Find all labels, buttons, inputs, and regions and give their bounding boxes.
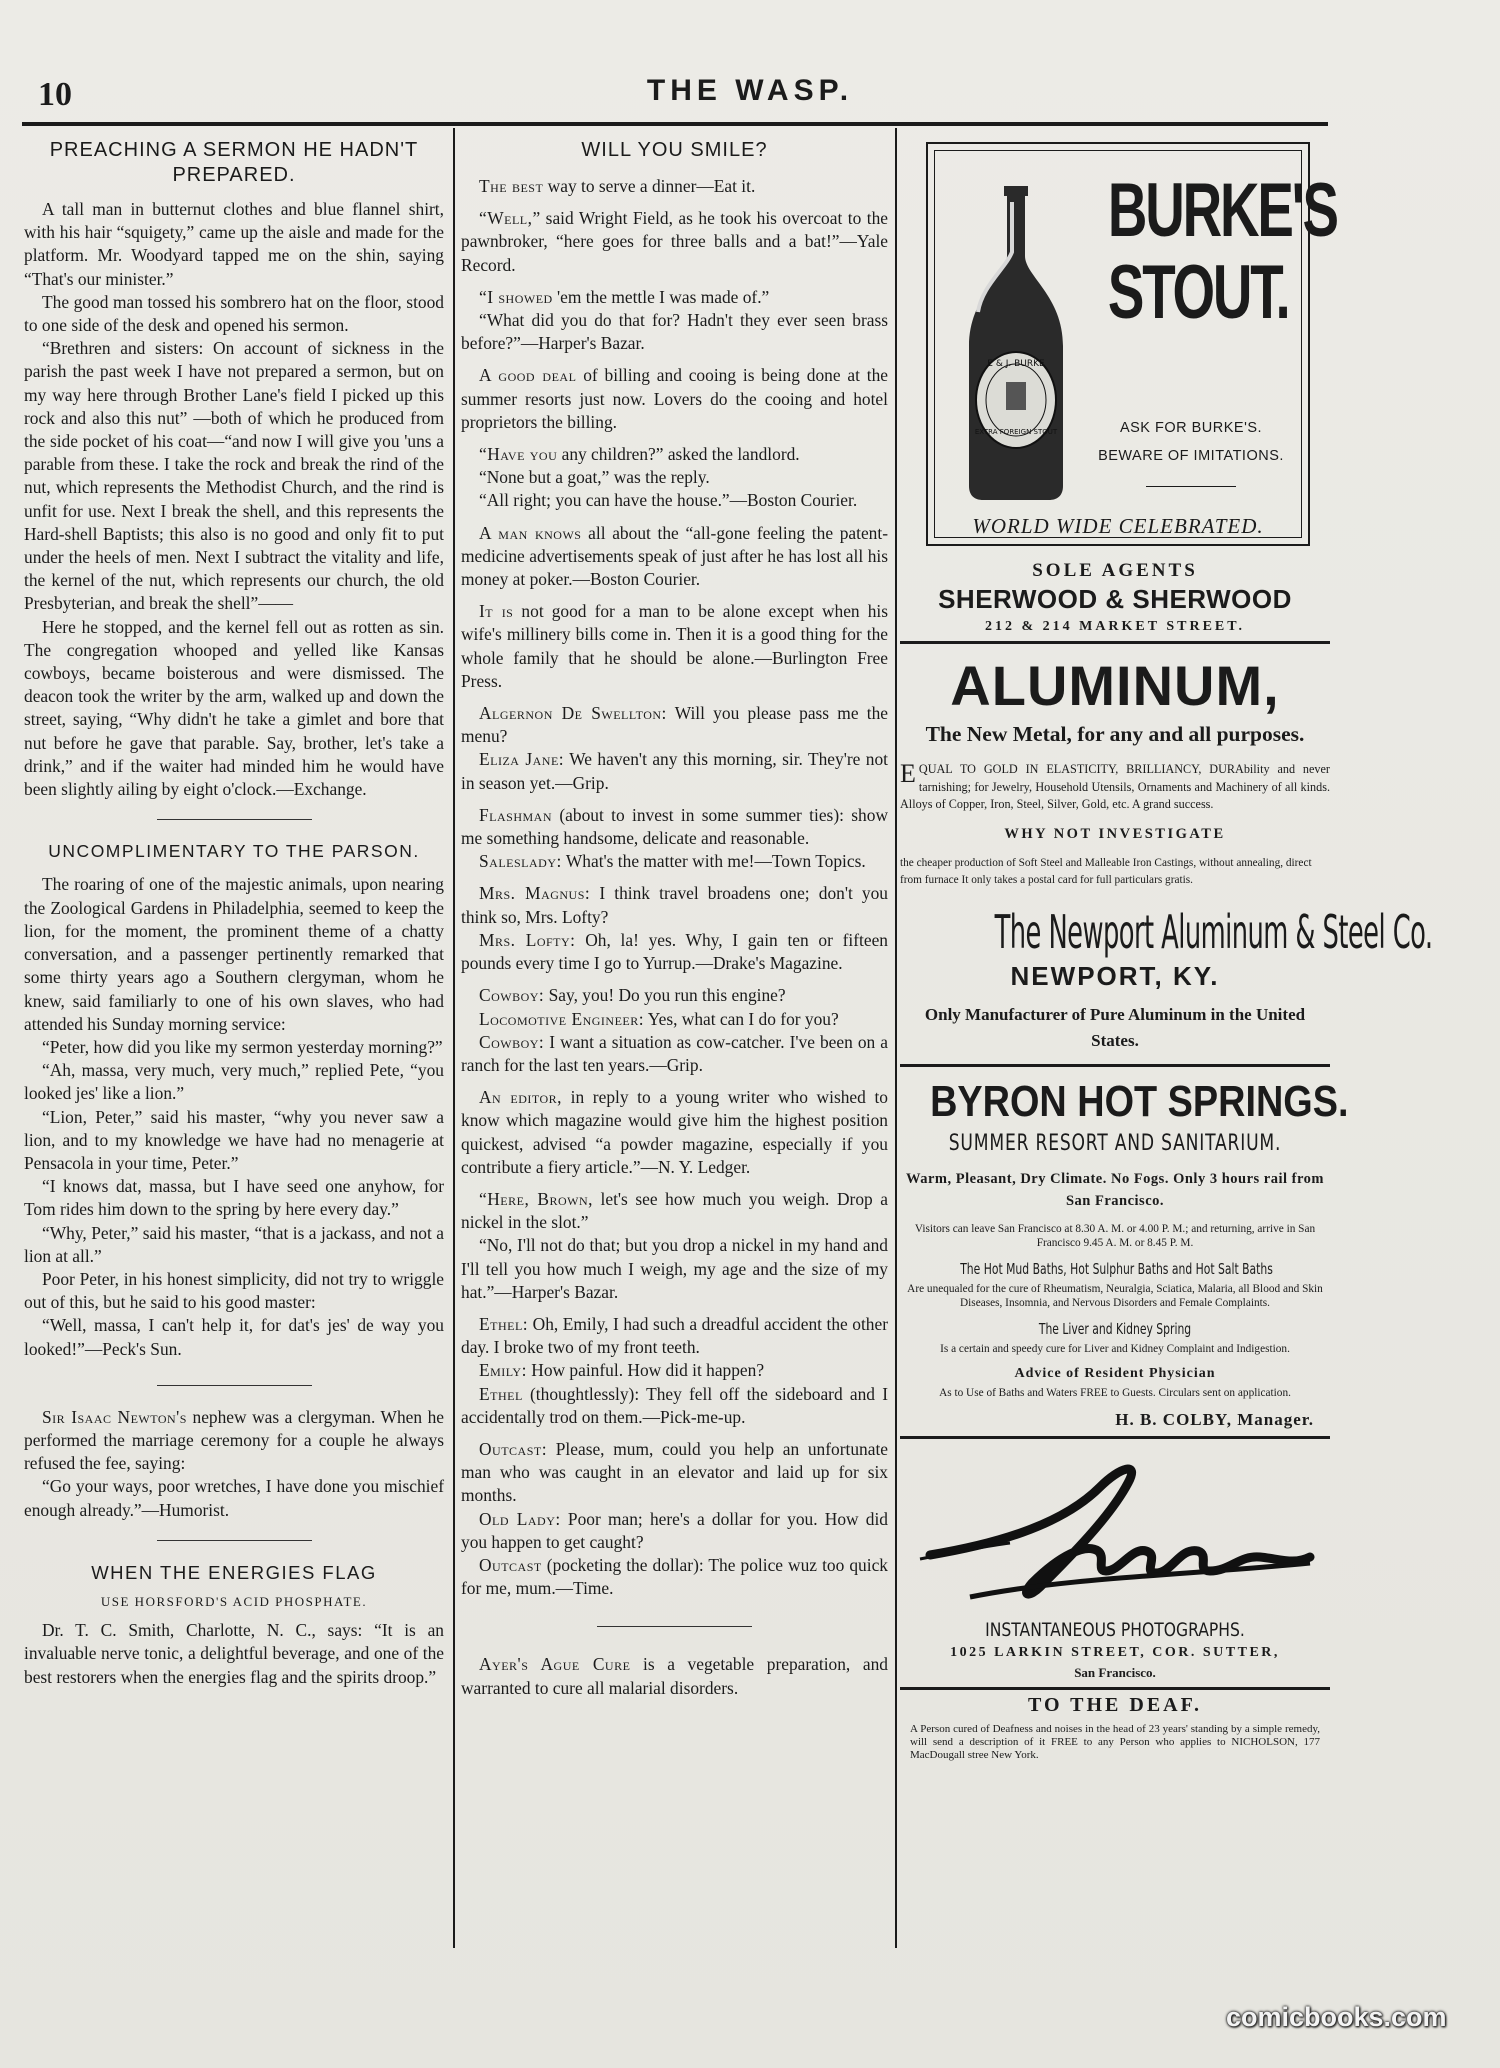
joke-text: any children?” asked the landlord.	[557, 444, 800, 465]
ad-rule	[900, 641, 1330, 644]
burke-stout-ad	[926, 142, 1337, 546]
paragraph: “Peter, how did you like my sermon yesterday morning?”	[42, 1036, 443, 1057]
paragraph: A tall man in butternut clothes and blue flannel shirt, with his hair “squigety,” came up the aisle and made for the platform. Mr. Woodyard tapped me on the shin, saying “That's our minister.”	[24, 199, 444, 289]
joke-item	[461, 364, 888, 434]
joke-item	[461, 702, 888, 748]
ayer-ad	[461, 1653, 888, 1699]
paragraph: “Why, Peter,” said his master, “that is a jackass, and not a lion at all.”	[24, 1222, 444, 1266]
deaf-title: TO THE DEAF.	[1027, 1693, 1203, 1716]
joke-speaker: Emily:	[479, 1360, 527, 1381]
joke-text: way to serve a dinner—Eat it.	[543, 176, 756, 196]
burke-ask-line: ASK FOR BURKE'S.	[1119, 420, 1263, 436]
burke-name	[1107, 168, 1337, 335]
joke-item	[461, 882, 888, 928]
will-you-smile-title: WILL YOU SMILE?	[581, 139, 768, 161]
joke-text: (pocketing the dollar): The police wuz too quick for me, mum.—Time.	[461, 1554, 888, 1599]
paragraph: “Lion, Peter,” said his master, “why you never saw a lion, and to my knowledge we have had no menagerie at Pensacola in your time, Peter.”	[24, 1106, 444, 1173]
byron-subtitle: SUMMER RESORT AND SANITARIUM.	[948, 1130, 1282, 1156]
joke-item	[461, 1086, 888, 1179]
joke-item	[461, 1508, 888, 1554]
joke-speaker: An editor,	[479, 1087, 562, 1108]
joke-text: Oh, la! yes. Why, I gain ten or fifteen pounds every time I go to Yurrup.—Drake's Magazine.	[461, 929, 888, 974]
horsford-text: Dr. T. C. Smith, Charlotte, N. C., says: “It is an invaluable nerve tonic, a delightful beverage, and one of the best restorers when the energies flag and the spirits droop.”	[24, 1620, 444, 1687]
joke-speaker: Mrs. Magnus:	[479, 883, 591, 904]
byron-baths: The Hot Mud Baths, Hot Sulphur Baths and Hot Salt Baths	[960, 1259, 1273, 1278]
joke-text: Please, mum, could you help an unfortunate man who was caught in an elevator and laid up for six months.	[461, 1438, 888, 1506]
burke-rule	[1146, 486, 1236, 487]
joke-speaker: Algernon De Swellton:	[479, 703, 667, 724]
deaf-text: A Person cured of Deafness and noises in the head of 23 years' standing by a simple remedy, will send a description of it FREE to any Person who applies to NICHOLSON, 177 MacDougall stree New York.	[910, 1722, 1320, 1761]
joke-item	[461, 1234, 888, 1304]
byron-tagline: Warm, Pleasant, Dry Climate. No Fogs. Only 3 hours rail from San Francisco.	[906, 1170, 1324, 1209]
joke-item	[461, 466, 888, 489]
joke-item	[461, 804, 888, 850]
joke-speaker: Outcast	[479, 1554, 542, 1575]
signature-logo-icon	[910, 1447, 1320, 1617]
joke-text: Yes, what can I do for you?	[644, 1008, 839, 1029]
byron-advice-text: As to Use of Baths and Waters FREE to Guests. Circulars sent on application.	[939, 1386, 1291, 1399]
sherwood-name: SHERWOOD & SHERWOOD	[938, 584, 1292, 614]
joke-text: of billing and cooing is being done at the summer resorts just now. Lovers do the cooing and hotel proprietors the billing.	[461, 365, 888, 432]
joke-item	[461, 1383, 888, 1429]
joke-item	[461, 600, 888, 693]
joke-text: What's the matter with me!—Town Topics.	[561, 851, 866, 872]
joke-item	[461, 984, 888, 1007]
joke-text: “What did you do that for? Hadn't they ever seen brass before?”—Harper's Bazar.	[461, 310, 888, 354]
paragraph: The roaring of one of the majestic animals, upon nearing the Zoological Gardens in Philadelphia, seemed to keep the lion, for the moment, the prominent theme of a chatty conversation, and a passenger pertinently remarked that some thirty years ago a Southern clergyman, whom he knew, said familiarly to one of his own slaves, who had attended his Sunday morning service:	[24, 874, 444, 1034]
article-sermon	[24, 198, 444, 801]
joke-text: (thoughtlessly): They fell off the sideboard and I accidentally trod on them.—Pick-me-up.	[461, 1383, 888, 1427]
paragraph: The good man tossed his sombrero hat on the floor, stood to one side of the desk and opened his sermon.	[24, 291, 444, 336]
burke-name-line2: STOUT.	[1107, 250, 1289, 335]
joke-speaker: Cowboy:	[479, 1031, 545, 1052]
byron-times: Visitors can leave San Francisco at 8.30 A. M. or 4.00 P. M.; and returning, arrive in San Francisco 9.45 A. M. or 8.45 P. M.	[914, 1222, 1316, 1249]
joke-item	[461, 286, 888, 309]
joke-speaker: Eliza Jane:	[479, 749, 565, 770]
joke-text: “None but a goat,” was the reply.	[479, 467, 710, 488]
aluminum-title: ALUMINUM,	[950, 654, 1280, 717]
joke-text: (about to invest in some summer ties): show me something handsome, delicate and reasonable.	[461, 804, 888, 849]
sherwood-address: 212 & 214 MARKET STREET.	[984, 619, 1246, 634]
paragraph: Here he stopped, and the kernel fell out as rotten as sin. The congregation whooped and yelled like Kansas cowboys, became boisterous and were dismissed. The deacon took the writer by the arm, walked up and down the street, saying, “Why didn't he take a gimlet and bore that nut before he gave that parable. Say, brother, let's take a drink,” and if the waiter had minded him he would have been slightly ailing by eight o'clock.—Exchange.	[24, 616, 444, 800]
burke-ask	[1078, 414, 1304, 470]
newton-quote: “Go your ways, poor wretches, I have done you mischief enough already.”—Humorist.	[24, 1476, 444, 1520]
joke-item	[461, 522, 888, 592]
sole-agents: SOLE AGENTS	[1032, 560, 1198, 581]
newton-lead: Sir Isaac Newton's	[42, 1406, 187, 1427]
column-divider-1	[453, 128, 455, 1948]
joke-text: Poor man; here's a dollar for you. How did you happen to get caught?	[461, 1508, 888, 1552]
joke-text: I want a situation as cow-catcher. I've been on a ranch for the last ten years.—Grip.	[461, 1031, 888, 1075]
joke-item	[461, 748, 888, 794]
why-investigate: WHY NOT INVESTIGATE	[1004, 825, 1226, 842]
byron-title: BYRON HOT SPRINGS.	[930, 1076, 1349, 1126]
ads-column	[900, 128, 1433, 1762]
photo-address: 1025 LARKIN STREET, COR. SUTTER,	[950, 1644, 1280, 1660]
aluminum-body-text: QUAL TO GOLD IN ELASTICITY, BRILLIANCY, DURAbility and never tarnishing; for Jewelry, Household Utensils, Ornaments and Machinery of all kinds. Alloys of Copper, Iron, Steel, Silver, Gold, etc. A grand success.	[900, 762, 1330, 811]
separator	[157, 1540, 312, 1541]
joke-speaker: Saleslady:	[479, 851, 562, 872]
joke-speaker: “Well,	[479, 208, 533, 229]
joke-item	[461, 929, 888, 975]
paragraph: “Ah, massa, very much, very much,” replied Pete, “you looked jes' like a lion.”	[24, 1060, 444, 1104]
joke-speaker: Locomotive Engineer:	[479, 1008, 645, 1029]
ad-rule	[900, 1687, 1330, 1690]
joke-item	[461, 175, 888, 198]
joke-text: Say, you! Do you run this engine?	[544, 985, 786, 1006]
article-title-energies: WHEN THE ENERGIES FLAG	[91, 1561, 377, 1583]
byron-manager: H. B. COLBY, Manager.	[1115, 1409, 1314, 1429]
joke-speaker: Cowboy:	[479, 985, 545, 1006]
joke-item	[461, 1554, 888, 1600]
paragraph: Poor Peter, in his honest simplicity, did not try to wriggle out of this, but he said to his good master:	[24, 1268, 444, 1313]
joke-speaker: A good deal	[479, 365, 577, 386]
joke-text: Will you please pass me the menu?	[461, 703, 888, 747]
joke-text: all about the “all-gone feeling the patent-medicine advertisements speak of just after he has lost all his money at poker.—Boston Courier.	[461, 522, 888, 590]
joke-text: “All right; you can have the house.”—Boston Courier.	[479, 490, 858, 511]
joke-item	[461, 207, 888, 277]
joke-speaker: Outcast:	[479, 1438, 548, 1459]
joke-item	[461, 309, 888, 355]
horsford-subtitle: USE HORSFORD'S ACID PHOSPHATE.	[100, 1593, 368, 1609]
byron-spring: The Liver and Kidney Spring	[1038, 1319, 1192, 1338]
separator	[157, 819, 312, 820]
joke-text: 'em the mettle I was made of.”	[552, 286, 770, 307]
article-newton	[24, 1406, 444, 1476]
byron-spring-text: Is a certain and speedy cure for Liver and Kidney Complaint and Indigestion.	[940, 1342, 1290, 1355]
joke-text: We haven't any this morning, sir. They're not in season yet.—Grip.	[461, 749, 888, 793]
ayer-text: is a vegetable preparation, and warranted to cure all malarial disorders.	[461, 1654, 888, 1698]
joke-text: I think travel broadens one; don't you think so, Mrs. Lofty?	[461, 883, 888, 927]
joke-item	[461, 1359, 888, 1382]
photo-city: San Francisco.	[1074, 1664, 1156, 1680]
joke-text: not good for a man to be alone except when his wife's millinery bills come in. Then it is a good thing for the whole family that he should be alone.—Burlington Free Press.	[461, 601, 888, 691]
byron-advice: Advice of Resident Physician	[1014, 1365, 1216, 1381]
joke-item	[461, 489, 888, 512]
burke-name-line1: BURKE'S	[1107, 168, 1337, 253]
joke-speaker: “I showed	[479, 286, 553, 307]
joke-item	[461, 1008, 888, 1031]
column-2	[461, 134, 888, 1700]
joke-item	[461, 1188, 888, 1234]
newport-city: NEWPORT, KY.	[1010, 960, 1220, 991]
paragraph: “Brethren and sisters: On account of sickness in the parish the past week I have not prepared a sermon, but on my way here through Brother Lane's field I picked up this rock and also this nut” —both of which he produced from the side pocket of his coat—“and now I will give you 'uns a parable from these. I take the rock and break the rind of the nut, which represents the Methodist Church, and the rind is unfit for use. Next I break the shell, and this represents the Hard-shell Baptists; this also is no good and only fit to put under the heels of men. Next I subtract the vitality and life, the kernel of the nut, which represents our church, the old Presbyterian, and break the shell”——	[24, 338, 444, 614]
burke-beware-line: BEWARE OF IMITATIONS.	[1098, 448, 1284, 464]
column-1	[24, 134, 444, 1689]
paragraph: “I knows dat, massa, but I have seed one anyhow, for Tom rides him down to the spring by here every day.”	[24, 1176, 444, 1220]
joke-text: ” said Wright Field, as he took his overcoat to the pawnbroker, “here goes for three balls and a bat!”—Yale Record.	[461, 208, 888, 275]
separator	[597, 1626, 752, 1627]
newport-note: Only Manufacturer of Pure Aluminum in the United States.	[924, 1004, 1306, 1050]
article-parson	[24, 873, 444, 1360]
joke-item	[461, 1438, 888, 1508]
joke-text: in reply to a young writer who wished to know which magazine would give him the highest position quickest, advised “a powder magazine, especially if you contribute a fiery article.”—N. Y. Ledger.	[461, 1087, 888, 1177]
bottle-label-name: E & J. BURKE	[987, 359, 1045, 369]
newton-text: nephew was a clergyman. When he performed the marriage ceremony for a couple he always refused the fee, saying:	[24, 1406, 444, 1474]
joke-item	[461, 850, 888, 873]
article-title-sermon: PREACHING A SERMON HE HADN'T PREPARED.	[49, 139, 419, 186]
joke-text: How painful. How did it happen?	[526, 1360, 765, 1381]
instantaneous-photographs: INSTANTANEOUS PHOTOGRAPHS.	[985, 1618, 1245, 1641]
joke-text: let's see how much you weigh. Drop a nickel in the slot.”	[461, 1188, 888, 1233]
separator	[157, 1385, 312, 1386]
header-rule	[22, 122, 1328, 126]
article-title-parson: UNCOMPLIMENTARY TO THE PARSON.	[48, 841, 420, 862]
joke-text: Oh, Emily, I had such a dreadful accident the other day. I broke two of my front teeth.	[461, 1313, 888, 1358]
joke-item	[461, 1031, 888, 1077]
joke-speaker: A man knows	[479, 522, 582, 543]
joke-speaker: “Have you	[479, 444, 558, 465]
site-watermark: comicbooks.com	[1226, 2002, 1447, 2032]
byron-baths-text: Are unequaled for the cure of Rheumatism, Neuralgia, Sciatica, Malaria, all Blood and Skin Diseases, Insomnia, and Nervous Disorders and Female Complaints.	[907, 1282, 1323, 1309]
ad-rule	[900, 1436, 1330, 1439]
jokes-list	[461, 175, 888, 1600]
bottle-label-sub: EXTRA FOREIGN STOUT	[974, 428, 1058, 436]
aluminum-castings: the cheaper production of Soft Steel and Malleable Iron Castings, without annealing, direct from furnace It only takes a postal card for full particulars gratis.	[900, 856, 1312, 886]
stout-bottle-icon	[956, 182, 1076, 502]
page-number: 10	[38, 76, 72, 113]
joke-speaker: Mrs. Lofty:	[479, 929, 576, 950]
joke-speaker: The best	[479, 176, 544, 196]
newport-company: The Newport Aluminum & Steel Co.	[994, 904, 1433, 959]
column-divider-2	[895, 128, 897, 1948]
photographer-signature	[900, 1447, 1330, 1617]
aluminum-body	[900, 761, 1330, 814]
masthead: THE WASP.	[646, 74, 854, 107]
joke-item	[461, 1313, 888, 1359]
joke-speaker: Ethel	[479, 1383, 523, 1404]
joke-speaker: Flashman	[479, 804, 553, 825]
joke-item	[461, 443, 888, 466]
ad-rule	[900, 1064, 1330, 1067]
joke-speaker: Old Lady:	[479, 1508, 561, 1529]
paragraph: “Well, massa, I can't help it, for dat's jes' de way you looked!”—Peck's Sun.	[24, 1315, 444, 1359]
joke-speaker: It is	[479, 601, 514, 622]
aluminum-subtitle: The New Metal, for any and all purposes.	[925, 722, 1305, 746]
burke-world-wide: WORLD WIDE CELEBRATED.	[972, 514, 1264, 538]
joke-speaker: “Here, Brown,	[479, 1188, 593, 1209]
joke-speaker: Ethel:	[479, 1313, 529, 1334]
aluminum-dropcap: E	[900, 759, 916, 788]
joke-text: “No, I'll not do that; but you drop a nickel in my hand and I'll tell you how much I weigh, my age and the size of my hat.”—Harper's Bazar.	[461, 1235, 888, 1302]
ayer-lead: Ayer's Ague Cure	[479, 1654, 631, 1675]
